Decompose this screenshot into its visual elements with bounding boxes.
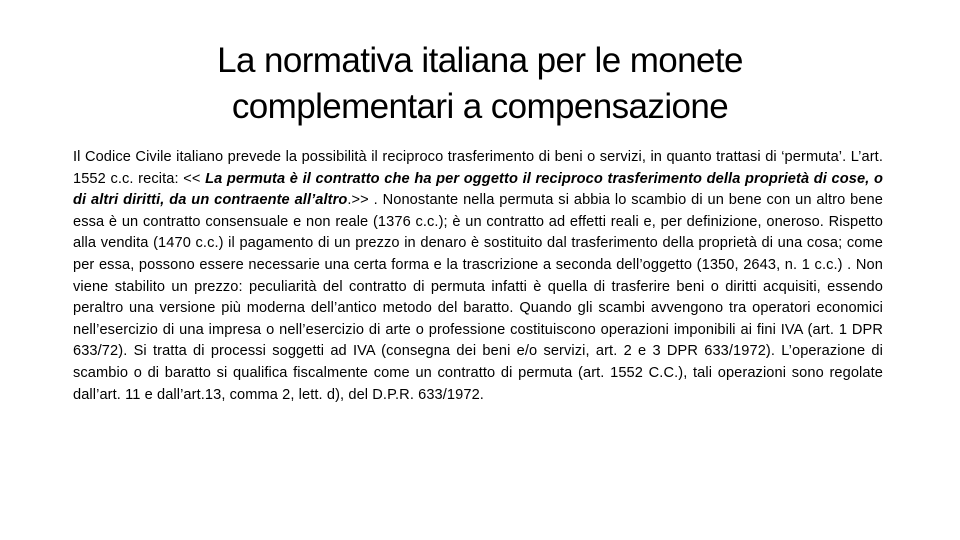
slide-title-line-1: La normativa italiana per le monete (217, 41, 743, 80)
slide-title-line-2: complementari a compensazione (231, 87, 729, 126)
slide-title (120, 38, 840, 130)
permuta-definition-quote: La permuta è il contratto che ha per oggetto il reciproco trasferimento della proprietà di cose, o di altri diritti, da un contraente all’altro (73, 170, 883, 209)
body-paragraph (73, 147, 883, 406)
paragraph-intro-text: Il Codice Civile italiano prevede la possibilità il reciproco trasferimento di beni o servizi, in quanto trattasi di ‘permuta’. L’art. 1552 c.c. recita: << (73, 149, 883, 187)
paragraph-main-text: .>> . Nonostante nella permuta si abbia lo scambio di un bene con un altro bene essa è un contratto consensuale e non reale (1376 c.c.); è un contratto ad effetti reali e, per definizione, oneroso. Rispetto alla vendita (1470 c.c.) il pagamento di un prezzo in denaro è sostituito dal trasferimento della proprietà di una cosa; come per essa, possono essere necessarie una certa forma e la trascrizione a seconda dell’oggetto (1350, 2643, n. 1 c.c.) . Non viene stabilito un prezzo: peculiarità del contratto di permuta infatti è quella di trasferire beni o diritti acquisiti, essendo peraltro una versione più moderna dell’antico metodo del baratto. Quando gli scambi avvengono tra operatori economici nell’esercizio di una impresa o nell’esercizio di arte o professione costituiscono operazioni imponibili ai fini IVA (art. 1 DPR 633/72). Si tratta di processi soggetti ad IVA (consegna dei beni e/o servizi, art. 2 e 3 DPR 633/1972). L’operazione di scambio o di baratto si qualifica fiscalmente come un contratto di permuta (art. 1552 C.C.), tali operazioni sono regolate dall’art. 11 e dall’art.13, comma 2, lett. d), del D.P.R. 633/1972. (73, 192, 883, 403)
